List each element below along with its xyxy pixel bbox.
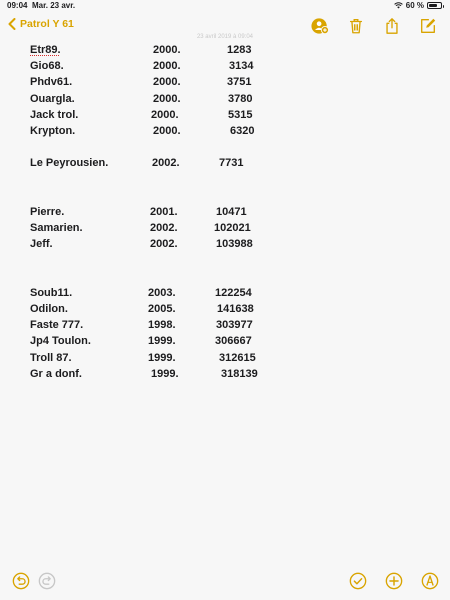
note-entry-value: 122254 (215, 286, 252, 299)
note-line (30, 303, 430, 319)
note-entry-value: 303977 (216, 319, 253, 332)
note-entry-name: Etr89. (30, 44, 61, 56)
note-entry-value: 10471 (216, 205, 247, 218)
markup-button[interactable] (419, 570, 441, 592)
compose-button[interactable] (418, 16, 438, 36)
note-entry-value: 6320 (230, 124, 255, 137)
note-line (30, 368, 430, 384)
note-entry-name: Jack trol. (30, 108, 79, 121)
nav-bar (0, 12, 450, 40)
note-entry-name: Odilon. (30, 303, 68, 316)
note-entry-value: 306667 (215, 335, 252, 348)
battery-percent: 60 % (405, 1, 424, 10)
note-entry-name: Faste 777. (30, 319, 84, 332)
note-entry-year: 2003. (148, 286, 176, 299)
note-entry-year: 1998. (148, 319, 176, 332)
add-button[interactable] (383, 570, 405, 592)
blank-line (30, 254, 430, 286)
note-entry-value: 3751 (227, 76, 252, 89)
note-entry-year: 2001. (150, 205, 178, 218)
share-icon (383, 17, 401, 35)
note-entry-year: 2000. (153, 124, 181, 137)
markup-pen-icon (421, 572, 439, 590)
note-line (30, 125, 430, 141)
note-entry-year: 2000. (153, 76, 181, 89)
note-entry-name: Gr a donf. (30, 367, 82, 380)
battery-icon (427, 2, 442, 9)
note-entry-value: 5315 (228, 108, 253, 121)
note-line (30, 287, 430, 303)
note-entry-year: 1999. (148, 335, 176, 348)
note-line (30, 93, 430, 109)
note-entry-year: 2002. (152, 157, 180, 170)
redo-icon (38, 572, 56, 590)
note-entry-year: 1999. (148, 351, 176, 364)
note-entry-name: Phdv61. (30, 76, 73, 89)
note-line (30, 109, 430, 125)
note-body[interactable] (30, 44, 430, 384)
note-entry-value: 3780 (228, 92, 253, 105)
note-entry-name: Le Peyrousien. (30, 157, 109, 170)
share-button[interactable] (382, 16, 402, 36)
note-entry-year: 1999. (151, 367, 179, 380)
note-entry-value: 103988 (216, 238, 253, 251)
note-line (30, 238, 430, 254)
note-line (30, 335, 430, 351)
blank-line (30, 141, 430, 157)
note-entry-year: 2005. (148, 303, 176, 316)
note-entry-year: 2000. (151, 108, 179, 121)
note-line (30, 222, 430, 238)
status-bar (0, 0, 450, 12)
collaborate-button[interactable] (310, 16, 330, 36)
note-entry-year: 2002. (150, 238, 178, 251)
note-entry-name: Ouargla. (30, 92, 75, 105)
undo-icon (12, 572, 30, 590)
note-line (30, 352, 430, 368)
note-line (30, 319, 430, 335)
note-entry-value: 102021 (214, 222, 251, 235)
note-entry-value: 141638 (217, 303, 254, 316)
checklist-icon (349, 572, 367, 590)
compose-icon (419, 17, 437, 35)
note-entry-name: Samarien. (30, 222, 83, 235)
note-line (30, 76, 430, 92)
note-entry-year: 2002. (150, 222, 178, 235)
note-entry-value: 312615 (219, 351, 256, 364)
note-entry-value: 7731 (219, 157, 244, 170)
blank-line (30, 174, 430, 206)
note-entry-value: 3134 (229, 60, 254, 73)
status-date: Mar. 23 avr. (32, 1, 76, 10)
checklist-button[interactable] (347, 570, 369, 592)
note-entry-value: 1283 (227, 44, 252, 56)
trash-icon (347, 17, 365, 35)
note-entry-name: Pierre. (30, 205, 65, 218)
bottom-toolbar (0, 570, 450, 592)
add-person-icon (311, 17, 329, 35)
note-entry-name: Troll 87. (30, 351, 72, 364)
note-entry-name: Jp4 Toulon. (30, 335, 91, 348)
status-right (394, 1, 442, 10)
undo-button[interactable] (10, 570, 32, 592)
note-entry-name: Krypton. (30, 124, 76, 137)
note-entry-year: 2000. (153, 92, 181, 105)
chevron-left-icon (8, 18, 16, 30)
note-entry-name: Jeff. (30, 238, 53, 251)
note-line (30, 157, 430, 173)
note-entry-year: 2000. (153, 60, 181, 73)
note-date: 23 avril 2019 à 09:04 (196, 34, 254, 40)
note-line (30, 60, 430, 76)
note-line (30, 44, 430, 60)
note-toolbar (310, 16, 438, 36)
delete-button[interactable] (346, 16, 366, 36)
wifi-icon (394, 2, 403, 9)
note-entry-value: 318139 (221, 367, 258, 380)
note-entry-year: 2000. (153, 44, 181, 56)
redo-button[interactable] (36, 570, 58, 592)
status-time: 09:04 (7, 1, 28, 10)
plus-circle-icon (385, 572, 403, 590)
back-button[interactable] (8, 18, 74, 30)
note-entry-name: Soub11. (30, 286, 73, 299)
note-line (30, 206, 430, 222)
back-label: Patrol Y 61 (20, 18, 74, 30)
note-entry-name: Gio68. (30, 60, 64, 73)
